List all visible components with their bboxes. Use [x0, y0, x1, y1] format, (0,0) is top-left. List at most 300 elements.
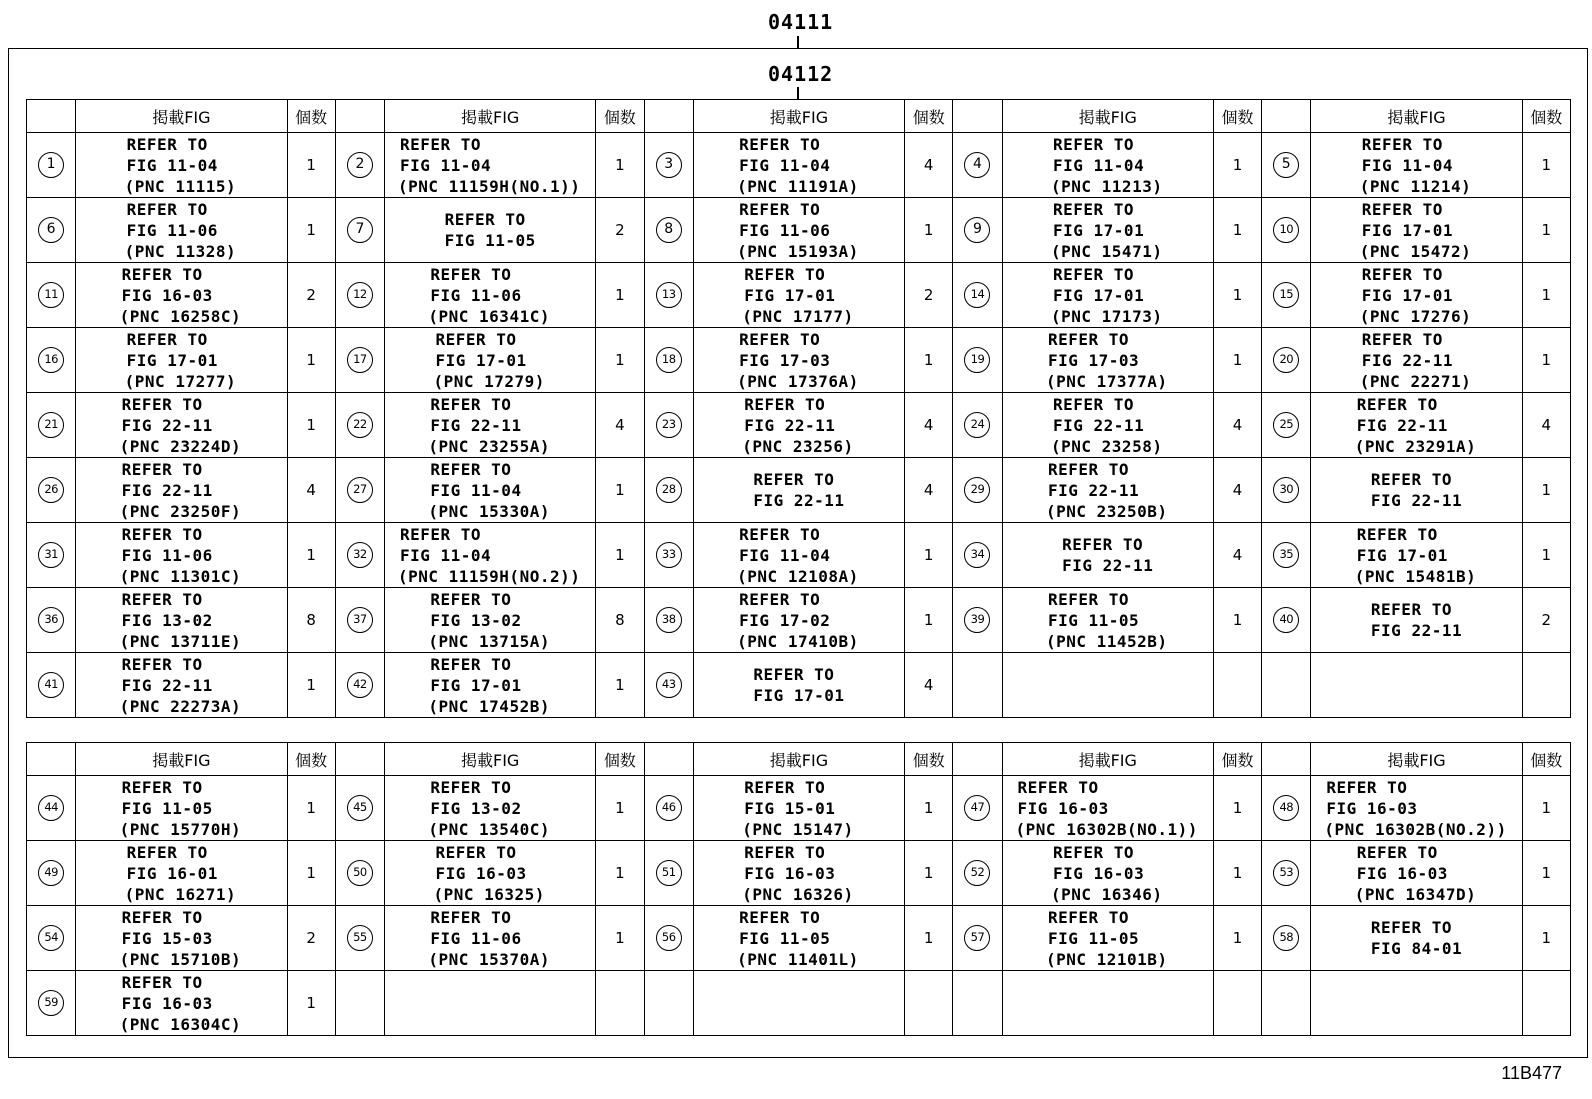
fig-reference-cell: [1002, 263, 1213, 328]
refer-to-line: REFER TO: [430, 777, 512, 797]
table-row: [27, 328, 1571, 393]
item-number-cell: [335, 133, 384, 198]
header-fig: 掲載FIG: [1311, 743, 1522, 776]
item-number-badge: 17: [347, 347, 373, 373]
item-number-cell: [644, 776, 693, 841]
quantity-cell: [905, 263, 953, 328]
pnc-line: (PNC 16302B(NO.2)): [1324, 819, 1507, 839]
refer-to-line: REFER TO: [739, 907, 821, 927]
fig-reference: [119, 524, 242, 587]
refer-to-line: REFER TO: [744, 842, 826, 862]
pnc-line: (PNC 23291A): [1354, 436, 1477, 456]
fig-reference: [119, 394, 242, 457]
fig-reference: [1053, 134, 1162, 197]
quantity-cell: [1522, 588, 1570, 653]
fig-number-line: FIG 22-11: [430, 415, 522, 435]
table-row: [27, 906, 1571, 971]
fig-reference: [1371, 469, 1462, 511]
pnc-line: (PNC 11401L): [737, 949, 859, 969]
item-number-cell: [335, 776, 384, 841]
quantity-value: 4: [615, 416, 625, 434]
refer-to-line: REFER TO: [430, 907, 512, 927]
quantity-value: 1: [306, 864, 316, 882]
quantity-value: 1: [306, 416, 316, 434]
fig-reference: [430, 264, 550, 327]
item-number-badge: 34: [964, 542, 990, 568]
item-number-badge: 58: [1273, 925, 1299, 951]
quantity-value: 4: [923, 676, 934, 694]
item-number-cell: [27, 263, 76, 328]
fig-number-line: FIG 11-04: [739, 545, 831, 565]
fig-number-line: FIG 22-11: [1370, 621, 1463, 640]
header-fig: 掲載FIG: [385, 100, 596, 133]
fig-reference-cell: [385, 523, 596, 588]
fig-reference: [397, 524, 581, 587]
fig-reference-cell: [693, 523, 904, 588]
fig-reference: [739, 134, 859, 197]
refer-to-line: REFER TO: [126, 199, 208, 219]
fig-reference-cell: [1002, 906, 1213, 971]
header-qty: 個数: [905, 743, 953, 776]
quantity-value: 2: [923, 286, 934, 304]
header-fig: 掲載FIG: [693, 100, 904, 133]
fig-reference: [1359, 134, 1472, 197]
fig-reference-cell: [1311, 263, 1522, 328]
item-number-badge: 37: [347, 607, 373, 633]
fig-reference: [744, 777, 853, 840]
fig-reference: [430, 654, 550, 717]
header-number-cell: [644, 100, 693, 133]
quantity-cell: [1213, 133, 1261, 198]
fig-reference-cell: [693, 588, 904, 653]
item-number-badge: 28: [656, 477, 682, 503]
item-number-cell: [27, 523, 76, 588]
fig-reference-cell: [1002, 653, 1213, 718]
quantity-value: 1: [1232, 221, 1243, 239]
fig-number-line: FIG 11-04: [399, 545, 492, 565]
refer-to-line: REFER TO: [399, 524, 482, 544]
item-number-badge: 1: [38, 152, 64, 178]
fig-reference-cell: [385, 653, 596, 718]
quantity-cell: [1213, 198, 1261, 263]
quantity-value: 1: [1232, 286, 1243, 304]
pnc-line: (PNC 17276): [1359, 306, 1472, 326]
quantity-value: 4: [1541, 416, 1552, 434]
fig-number-line: FIG 22-11: [1047, 480, 1140, 500]
item-number-cell: [27, 198, 76, 263]
item-number-cell: [27, 393, 76, 458]
fig-reference: [119, 459, 242, 522]
fig-reference-cell: [385, 458, 596, 523]
fig-reference: [739, 524, 859, 587]
item-number-badge: 52: [964, 860, 990, 886]
header-fig: 掲載FIG: [76, 743, 287, 776]
quantity-cell: [1522, 263, 1570, 328]
fig-reference: [1326, 777, 1506, 840]
quantity-value: 1: [615, 481, 625, 499]
table-row: [27, 133, 1571, 198]
fig-reference-cell: [693, 458, 904, 523]
item-number-badge: 8: [656, 217, 682, 243]
fig-number-line: FIG 11-05: [1047, 610, 1140, 630]
fig-number-line: FIG 11-06: [121, 545, 213, 565]
quantity-cell: [1213, 393, 1261, 458]
assembly-code-label: 04111: [768, 10, 834, 34]
header-qty: 個数: [1213, 100, 1261, 133]
fig-reference: [119, 654, 242, 717]
quantity-value: 4: [923, 481, 934, 499]
refer-to-line: REFER TO: [1053, 264, 1135, 284]
quantity-value: 1: [306, 221, 316, 239]
fig-number-line: FIG 16-03: [1326, 798, 1418, 818]
refer-to-line: REFER TO: [744, 394, 826, 414]
quantity-cell: [287, 458, 335, 523]
refer-to-line: REFER TO: [1370, 470, 1452, 489]
pnc-line: (PNC 11301C): [119, 566, 242, 586]
item-number-cell: [644, 198, 693, 263]
quantity-cell: [1213, 841, 1261, 906]
drawing-code: 11B477: [1501, 1063, 1562, 1083]
refer-to-line: REFER TO: [1053, 199, 1135, 219]
fig-reference: [753, 469, 844, 511]
fig-reference-cell: [693, 393, 904, 458]
fig-reference-cell: [76, 841, 287, 906]
quantity-value: 1: [1232, 799, 1243, 817]
item-number-cell: [644, 393, 693, 458]
pnc-line: (PNC 15147): [742, 819, 854, 839]
fig-reference-cell: [1002, 328, 1213, 393]
quantity-value: 1: [923, 864, 934, 882]
fig-reference-cell: [385, 263, 596, 328]
item-number-badge: 25: [1273, 412, 1299, 438]
item-number-badge: 51: [656, 860, 682, 886]
quantity-cell: [287, 653, 335, 718]
fig-number-line: FIG 16-03: [435, 863, 527, 883]
refer-to-line: REFER TO: [121, 394, 203, 414]
refer-to-line: REFER TO: [121, 907, 203, 927]
quantity-cell: [1213, 588, 1261, 653]
item-number-cell: [335, 841, 384, 906]
fig-number-line: FIG 11-06: [739, 220, 831, 240]
quantity-cell: [596, 523, 644, 588]
table-row: [27, 263, 1571, 328]
pnc-line: (PNC 15481B): [1354, 566, 1477, 586]
table-row: [27, 523, 1571, 588]
refer-to-line: REFER TO: [1326, 777, 1408, 797]
fig-reference-cell: [1311, 523, 1522, 588]
item-number-cell: [335, 393, 384, 458]
header-number-cell: [953, 743, 1002, 776]
fig-reference-cell: [385, 841, 596, 906]
fig-reference: [1053, 842, 1162, 905]
fig-reference: [1371, 599, 1462, 641]
fig-reference-cell: [1311, 776, 1522, 841]
quantity-cell: [596, 393, 644, 458]
item-number-cell: [1262, 841, 1311, 906]
fig-reference-cell: [385, 588, 596, 653]
pnc-line: (PNC 15330A): [428, 501, 550, 521]
parts-table-2: [26, 742, 1571, 1036]
fig-reference-cell: [1002, 588, 1213, 653]
fig-reference: [435, 329, 544, 392]
header-number-cell: [335, 743, 384, 776]
refer-to-line: REFER TO: [1047, 459, 1129, 479]
fig-number-line: FIG 16-03: [121, 285, 213, 305]
header-number-cell: [1262, 100, 1311, 133]
item-number-cell: [1262, 588, 1311, 653]
parts-table-1: [26, 99, 1571, 718]
quantity-value: 1: [1541, 286, 1552, 304]
fig-number-line: FIG 17-01: [430, 675, 522, 695]
item-number-cell: [953, 328, 1002, 393]
item-number-badge: 47: [964, 795, 990, 821]
item-number-badge: 16: [38, 347, 64, 373]
item-number-badge: 36: [38, 607, 64, 633]
quantity-value: 4: [306, 481, 316, 499]
quantity-cell: [287, 906, 335, 971]
fig-number-line: FIG 11-05: [444, 231, 536, 250]
fig-reference-cell: [1311, 971, 1522, 1036]
fig-reference: [1354, 394, 1477, 457]
fig-reference-cell: [76, 653, 287, 718]
fig-reference: [1015, 777, 1198, 840]
fig-number-line: FIG 11-04: [126, 155, 218, 175]
pnc-line: (PNC 11159H(NO.2)): [397, 566, 581, 586]
quantity-value: 2: [1541, 611, 1552, 629]
quantity-cell: [596, 588, 644, 653]
quantity-cell: [596, 971, 644, 1036]
refer-to-line: REFER TO: [739, 524, 821, 544]
fig-number-line: FIG 22-11: [121, 675, 213, 695]
item-number-cell: [1262, 523, 1311, 588]
item-number-cell: [644, 588, 693, 653]
refer-to-line: REFER TO: [753, 665, 835, 684]
pnc-line: (PNC 16271): [124, 884, 237, 904]
pnc-line: (PNC 23255A): [428, 436, 550, 456]
item-number-badge: 39: [964, 607, 990, 633]
refer-to-line: REFER TO: [1361, 134, 1443, 154]
pnc-line: (PNC 23250B): [1045, 501, 1168, 521]
fig-number-line: FIG 11-05: [739, 928, 831, 948]
fig-number-line: FIG 22-11: [121, 480, 213, 500]
fig-reference: [1371, 917, 1462, 959]
item-number-badge: 54: [38, 925, 64, 951]
item-number-badge: 33: [656, 542, 682, 568]
header-qty: 個数: [1522, 100, 1570, 133]
fig-number-line: FIG 13-02: [430, 798, 522, 818]
refer-to-line: REFER TO: [435, 329, 517, 349]
pnc-line: (PNC 16325): [433, 884, 545, 904]
item-number-badge: 38: [656, 607, 682, 633]
refer-to-line: REFER TO: [739, 589, 821, 609]
quantity-cell: [1213, 653, 1261, 718]
pnc-line: (PNC 15770H): [119, 819, 242, 839]
fig-reference-cell: [1311, 133, 1522, 198]
refer-to-line: REFER TO: [1356, 842, 1438, 862]
quantity-value: 1: [1232, 611, 1243, 629]
refer-to-line: REFER TO: [1370, 918, 1452, 937]
quantity-cell: [287, 263, 335, 328]
table-row: [27, 198, 1571, 263]
quantity-value: 1: [615, 546, 625, 564]
refer-to-line: REFER TO: [121, 777, 203, 797]
fig-number-line: FIG 16-03: [121, 993, 213, 1013]
fig-reference-cell: [76, 393, 287, 458]
fig-reference: [430, 589, 550, 652]
pnc-line: (PNC 13540C): [428, 819, 550, 839]
fig-reference: [119, 777, 242, 840]
fig-number-line: FIG 84-01: [1370, 939, 1463, 958]
pnc-line: (PNC 11328): [124, 241, 237, 261]
fig-number-line: FIG 13-02: [121, 610, 213, 630]
fig-reference: [753, 664, 844, 706]
fig-number-line: FIG 17-01: [1053, 220, 1145, 240]
item-number-cell: [1262, 653, 1311, 718]
item-number-cell: [953, 263, 1002, 328]
item-number-badge: 35: [1273, 542, 1299, 568]
item-number-badge: 11: [38, 282, 64, 308]
fig-reference-cell: [693, 133, 904, 198]
quantity-cell: [596, 841, 644, 906]
pnc-line: (PNC 17452B): [428, 696, 550, 716]
refer-to-line: REFER TO: [126, 134, 208, 154]
fig-number-line: FIG 16-03: [1017, 798, 1109, 818]
item-number-badge: 55: [347, 925, 373, 951]
item-number-badge: 53: [1273, 860, 1299, 886]
quantity-cell: [1213, 328, 1261, 393]
quantity-value: 1: [1541, 221, 1552, 239]
quantity-value: 1: [1541, 929, 1552, 947]
item-number-badge: 44: [38, 795, 64, 821]
quantity-cell: [287, 523, 335, 588]
quantity-cell: [1213, 906, 1261, 971]
pnc-line: (PNC 22271): [1359, 371, 1472, 391]
header-number-cell: [335, 100, 384, 133]
fig-reference-cell: [385, 906, 596, 971]
quantity-cell: [1522, 841, 1570, 906]
fig-number-line: FIG 17-01: [1361, 220, 1453, 240]
quantity-value: 1: [306, 546, 316, 564]
fig-reference-cell: [76, 263, 287, 328]
fig-number-line: FIG 15-01: [744, 798, 836, 818]
fig-reference-cell: [76, 328, 287, 393]
item-number-cell: [335, 328, 384, 393]
item-number-cell: [27, 328, 76, 393]
fig-reference: [1359, 329, 1472, 392]
refer-to-line: REFER TO: [121, 459, 203, 479]
quantity-value: 1: [923, 799, 934, 817]
item-number-cell: [1262, 133, 1311, 198]
quantity-cell: [596, 458, 644, 523]
quantity-value: 1: [1541, 546, 1552, 564]
pnc-line: (PNC 13711E): [119, 631, 242, 651]
quantity-value: 1: [615, 156, 625, 174]
quantity-value: 4: [923, 416, 934, 434]
item-number-cell: [953, 393, 1002, 458]
pnc-line: (PNC 17376A): [737, 371, 859, 391]
pnc-line: (PNC 11115): [124, 176, 237, 196]
item-number-cell: [644, 523, 693, 588]
item-number-cell: [953, 841, 1002, 906]
fig-reference: [1053, 264, 1162, 327]
item-number-cell: [27, 653, 76, 718]
quantity-cell: [1522, 971, 1570, 1036]
fig-reference-cell: [1311, 841, 1522, 906]
fig-reference-cell: [1002, 133, 1213, 198]
fig-reference-cell: [693, 198, 904, 263]
quantity-value: 1: [923, 351, 934, 369]
pnc-line: (PNC 15710B): [119, 949, 242, 969]
pnc-line: (PNC 16326): [742, 884, 854, 904]
quantity-cell: [905, 841, 953, 906]
quantity-value: 1: [1541, 156, 1552, 174]
quantity-cell: [287, 198, 335, 263]
fig-reference: [124, 842, 237, 905]
fig-reference: [1062, 534, 1153, 576]
fig-reference-cell: [76, 523, 287, 588]
quantity-cell: [1522, 653, 1570, 718]
item-number-cell: [27, 588, 76, 653]
quantity-cell: [905, 906, 953, 971]
fig-number-line: FIG 22-11: [1370, 491, 1463, 510]
pnc-line: (PNC 12101B): [1045, 949, 1168, 969]
fig-number-line: FIG 17-01: [753, 686, 845, 705]
quantity-value: 1: [1541, 351, 1552, 369]
quantity-value: 8: [306, 611, 316, 629]
pnc-line: (PNC 17279): [433, 371, 545, 391]
item-number-badge: 40: [1273, 607, 1299, 633]
fig-reference-cell: [76, 198, 287, 263]
refer-to-line: REFER TO: [744, 264, 826, 284]
item-number-badge: 26: [38, 477, 64, 503]
fig-reference: [744, 264, 853, 327]
quantity-cell: [1213, 776, 1261, 841]
quantity-cell: [596, 653, 644, 718]
pnc-line: (PNC 15370A): [428, 949, 550, 969]
fig-reference-cell: [76, 971, 287, 1036]
quantity-cell: [905, 523, 953, 588]
item-number-badge: 29: [964, 477, 990, 503]
fig-reference: [1045, 329, 1168, 392]
fig-reference-cell: [1002, 458, 1213, 523]
header-number-cell: [27, 100, 76, 133]
fig-number-line: FIG 17-01: [435, 350, 527, 370]
fig-reference: [744, 842, 853, 905]
fig-reference: [119, 972, 242, 1035]
quantity-value: 2: [306, 286, 316, 304]
refer-to-line: REFER TO: [1361, 199, 1443, 219]
item-number-cell: [1262, 776, 1311, 841]
item-number-cell: [335, 588, 384, 653]
leader-line: [797, 87, 799, 99]
item-number-cell: [335, 198, 384, 263]
pnc-line: (PNC 11214): [1359, 176, 1472, 196]
item-number-cell: [644, 458, 693, 523]
fig-reference: [1053, 394, 1162, 457]
quantity-cell: [1522, 458, 1570, 523]
fig-reference-cell: [1311, 393, 1522, 458]
fig-reference-cell: [1311, 906, 1522, 971]
item-number-cell: [27, 971, 76, 1036]
item-number-cell: [335, 458, 384, 523]
fig-reference-cell: [76, 133, 287, 198]
quantity-cell: [905, 588, 953, 653]
fig-reference: [1053, 199, 1162, 262]
item-number-badge: 45: [347, 795, 373, 821]
pnc-line: (PNC 17173): [1051, 306, 1163, 326]
quantity-cell: [1213, 523, 1261, 588]
quantity-cell: [905, 458, 953, 523]
